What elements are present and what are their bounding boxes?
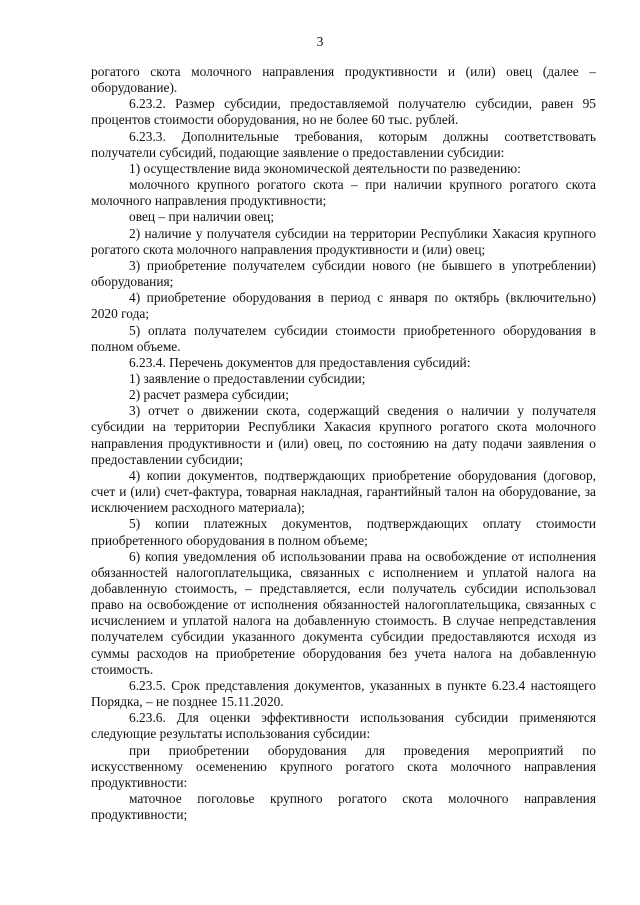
paragraph: 6.23.3. Дополнительные требования, которым должны соответствовать получатели субсидий, подающие заявление о предоставлении субсидии: (91, 128, 596, 160)
paragraph: 3) приобретение получателем субсидии нового (не бывшего в употреблении) оборудования; (91, 257, 596, 290)
paragraph: 6.23.5. Срок представления документов, указанных в пункте 6.23.4 настоящего Порядка, – не позднее 15.11.2020. (91, 677, 596, 710)
paragraph: 2) расчет размера субсидии; (129, 387, 289, 403)
paragraph: 6.23.2. Размер субсидии, предоставляемой получателю субсидии, равен 95 процентов стоимости оборудования, но не более 60 тыс. рублей. (91, 96, 596, 128)
paragraph: 1) осуществление вида экономической деятельности по разведению: (129, 160, 521, 176)
paragraph: маточное поголовье крупного рогатого скота молочного направления продуктивности; (91, 791, 596, 823)
paragraph: 3) отчет о движении скота, содержащий сведения о наличии у получателя субсидии на территории Республики Хакасия крупного рогатого скота молочного направления продуктивности и (или) овец, по состоянию на дату подачи заявления о предоставлении субсидии; (91, 403, 596, 467)
paragraph: 6.23.4. Перечень документов для предоставления субсидий: (129, 354, 471, 370)
paragraph: 2) наличие у получателя субсидии на территории Республики Хакасия крупного рогатого скота молочного направления продуктивности и (или) овец; (91, 225, 596, 257)
document-body (91, 64, 596, 823)
page-number: 3 (316, 34, 324, 49)
paragraph: 4) приобретение оборудования в период с января по октябрь (включительно) 2020 года; (91, 290, 596, 322)
paragraph: 4) копии документов, подтверждающих приобретение оборудования (договор, счет и (или) счет-фактура, товарная накладная, гарантийный талон на оборудование, за исключением расходного материала); (91, 467, 596, 516)
paragraph: рогатого скота молочного направления продуктивности и (или) овец (далее – оборудование). (91, 64, 596, 96)
paragraph: 1) заявление о предоставлении субсидии; (129, 370, 366, 386)
paragraph: молочного крупного рогатого скота – при наличии крупного рогатого скота молочного направления продуктивности; (91, 177, 596, 209)
paragraph: 6.23.6. Для оценки эффективности использования субсидии применяются следующие результаты использования субсидии: (91, 710, 596, 742)
paragraph: при приобретении оборудования для проведения мероприятий по искусственному осеменению крупного рогатого скота молочного направления продуктивности: (91, 742, 596, 790)
paragraph: 5) копии платежных документов, подтверждающих оплату стоимости приобретенного оборудования в полном объеме; (91, 516, 596, 548)
paragraph: 5) оплата получателем субсидии стоимости приобретенного оборудования в полном объеме. (91, 322, 596, 354)
paragraph: 6) копия уведомления об использовании права на освобождение от исполнения обязанностей налогоплательщика, связанных с исполнением и уплатой налога на добавленную стоимость, – представляется, если получатель субсидии использовал право на освобождение от исполнения обязанностей налогоплательщика, связанных с исчислением и уплатой налога на добавленную стоимость. В случае непредставления получателем субсидии указанного документа субсидии предоставляются исходя из суммы расходов на приобретение оборудования без учета налога на добавленную стоимость. (91, 548, 596, 677)
paragraph: овец – при наличии овец; (129, 209, 275, 225)
